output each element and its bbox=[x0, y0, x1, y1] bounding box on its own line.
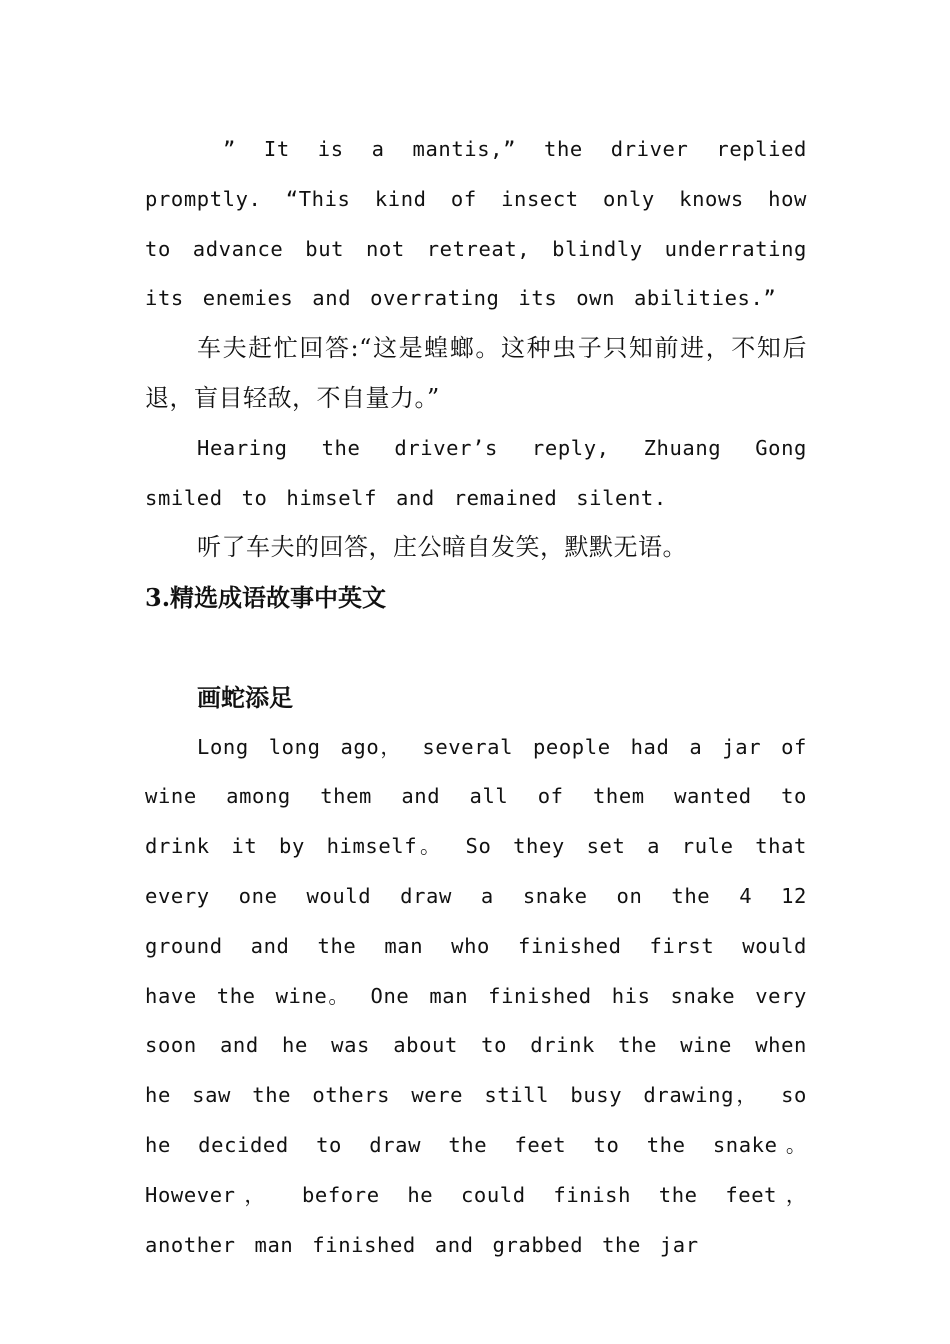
paragraph-story-english: Long long ago， several people had a jar of wine among them and all of them wanted to drink it by himself。 So they set a rule that every one would draw a snake on the 4 12 ground and the man who finished first would have the wine。 One man finished his snake very soon and he was about to drink the wine when he saw the others were still busy drawing， so he decided to draw the feet to the snake。 However， before he could finish the feet， another man finished and grabbed the jar bbox=[145, 734, 807, 1257]
paragraph-reply-chinese: 听了车夫的回答，庄公暗自发笑，默默无语。 bbox=[197, 533, 687, 562]
paragraph-mantis-english: ” It is a mantis,” the driver replied promptly. “This kind of insect only knows how to advance but not retreat, blindly underrating its enemies and overrating its own abilities.” bbox=[145, 137, 807, 311]
blank-line bbox=[145, 623, 807, 673]
story-title: 画蛇添足 bbox=[197, 682, 293, 712]
document-body bbox=[145, 125, 807, 1270]
section-heading: 3.精选成语故事中英文 bbox=[145, 583, 387, 613]
paragraph-mantis-chinese: 车夫赶忙回答:“这是蝗螂。这种虫子只知前进，不知后退，盲目轻敌，不自量力。” bbox=[145, 334, 807, 412]
paragraph-reply-english: Hearing the driver’s reply, Zhuang Gong smiled to himself and remained silent. bbox=[145, 435, 807, 510]
